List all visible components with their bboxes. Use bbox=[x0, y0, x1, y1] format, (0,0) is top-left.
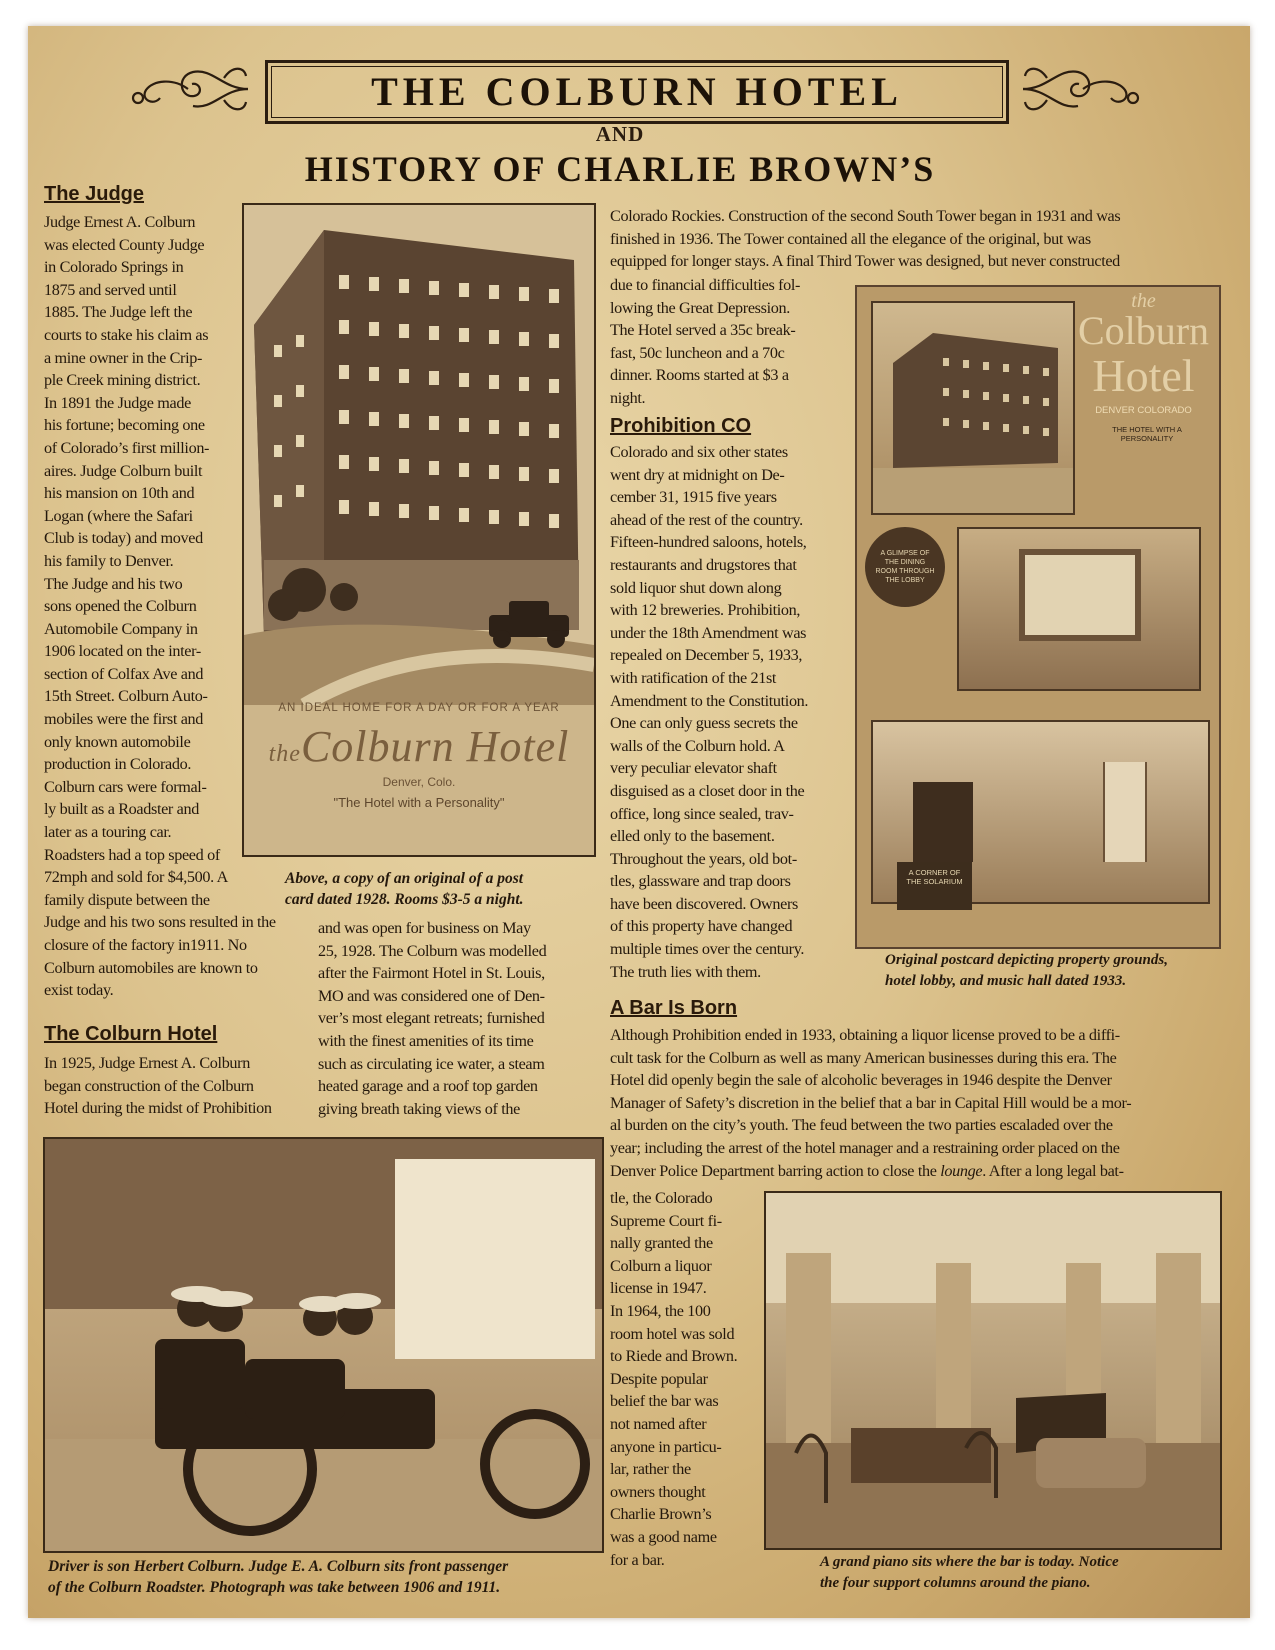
postcard-1928-photo bbox=[242, 203, 596, 857]
page-title: THE COLBURN HOTEL bbox=[371, 69, 903, 114]
right-scroll-ornament bbox=[1018, 58, 1143, 120]
piano-photo bbox=[764, 1191, 1222, 1550]
postcard-1928-tagline: "The Hotel with a Personality" bbox=[333, 795, 505, 810]
postcard-1933-name-2: Hotel bbox=[1092, 350, 1195, 401]
bar-heading: A Bar Is Born bbox=[610, 997, 738, 1019]
corner-text: A CORNER OF THE SOLARIUM bbox=[906, 868, 963, 886]
postcard-1933-exterior bbox=[871, 301, 1075, 515]
right-top-text: Colorado Rockies. Construction of the second South Tower began in 1931 and was finished in 1936. The Tower contained all the elegance of the original, but was equipped for longer stays. A final Third Tower was designed, but never constructed bbox=[610, 207, 1121, 271]
colburn-hotel-heading: The Colburn Hotel bbox=[44, 1023, 218, 1045]
title-box bbox=[265, 60, 1009, 124]
postcard-1933-lobby bbox=[957, 527, 1201, 691]
colburn-hotel-text: In 1925, Judge Ernest A. Colburn began construction of the Colburn Hotel during the midst of Prohibition bbox=[44, 1054, 272, 1118]
postcard-1933-the: the bbox=[1131, 290, 1156, 312]
bar-text-wide bbox=[610, 1024, 1215, 1182]
postcard-1933-title bbox=[1071, 291, 1216, 401]
postcard-1933-name-1: Colburn bbox=[1077, 308, 1210, 353]
corner-label-box bbox=[897, 862, 972, 910]
page-subtitle: HISTORY OF CHARLIE BROWN’S bbox=[304, 149, 936, 189]
postcard-1928-banner: AN IDEAL HOME FOR A DAY OR FOR A YEAR bbox=[278, 702, 560, 714]
postcard-1933-caption: Original postcard depicting property grounds, hotel lobby, and music hall dated 1933. bbox=[885, 952, 1168, 989]
postcard-1928-city: Denver, Colo. bbox=[382, 775, 456, 789]
postcard-1933-collage bbox=[855, 285, 1221, 949]
left-scroll-ornament bbox=[128, 58, 253, 120]
postcard-1928-name bbox=[244, 721, 594, 772]
postcard-1928-caption: Above, a copy of an original of a post card dated 1928. Rooms $3-5 a night. bbox=[285, 870, 524, 908]
right-narrow-text: due to financial difficulties fol- lowing the Great Depression. The Hotel served a 35c break- fast, 50c luncheon and a 70c dinner. Rooms started at $3 a night. bbox=[610, 276, 801, 407]
piano-room-illustration bbox=[766, 1193, 1220, 1548]
postcard-1933-city: DENVER COLORADO bbox=[1095, 405, 1192, 416]
bar-text-narrow: tle, the Colorado Supreme Court fi- nally granted the Colburn a liquor license in 1947. In 1964, the 100 room hotel was sold to Riede and Brown. Despite popular belief the bar was not named after anyone in particu- lar, rather the owners thought Charlie Brown’s was a good name for a bar. bbox=[610, 1189, 738, 1569]
bar-text-lounge: lounge bbox=[940, 1161, 983, 1180]
roadster-caption: Driver is son Herbert Colburn. Judge E. A. Colburn sits front passenger of the Colburn Roadster. Photograph was take between 1906 and 1911. bbox=[48, 1558, 509, 1596]
judge-text: Judge Ernest A. Colburn was elected County Judge in Colorado Springs in 1875 and served until 1885. The Judge left the courts to stake his claim as a mine owner in the Crip- ple Creek mining district. In 1891 the Judge made his fortune; becoming one of Colorado’s first million- aires. Judge Colburn built his mansion on 10th and Logan (where the Safari Club is today) and moved his family to Denver. The Judge and his two sons opened the Colburn Automobile Company in 1906 located on the inter- section of Colfax Ave and 15th Street. Colburn Auto- mobiles were the first and only known automobile production in Colorado. Colburn cars were formal- ly built as a Roadster and later as a touring car. Roadsters had a top speed of 72mph and sold for $4,500. A family dispute between the Judge and his two sons resulted in the closure of the factory in1911. No Colburn automobiles are known to exist today. bbox=[44, 213, 276, 1000]
postcard-1933-tagline: THE HOTEL WITH A PERSONALITY bbox=[1112, 425, 1182, 443]
prohibition-heading: Prohibition CO bbox=[610, 415, 752, 437]
glimpse-badge bbox=[865, 527, 945, 607]
roadster-photo bbox=[43, 1137, 604, 1553]
roadster-illustration bbox=[45, 1139, 602, 1551]
prohibition-text: Colorado and six other states went dry at midnight on De- cember 31, 1915 five years ahead of the rest of the country. Fifteen-hundred saloons, hotels, restaurants and drugstores that sold liquor shut down along with 12 breweries. Prohibition, under the 18th Amendment was repealed on December 5, 1933, with ratification of the 21st Amendment to the Constitution. One can only guess secrets the walls of the Colburn hold. A very peculiar elevator shaft disguised as a closet door in the office, long since sealed, trav- elled only to the basement. Throughout the years, old bot- tles, glassware and trap doors have been discovered. Owners of this property have changed multiple times over the century. The truth lies with them. bbox=[610, 443, 809, 981]
postcard-1928-the: the bbox=[268, 741, 301, 767]
postcard-1928-hotel-name: Colburn Hotel bbox=[300, 722, 570, 771]
middle-column-text: and was open for business on May 25, 1928. The Colburn was modelled after the Fairmont Hotel in St. Louis, MO and was considered one of Den- ver’s most elegant retreats; furnished with the finest amenities of its time such as circulating ice water, a steam heated garage and a roof top garden giving breath taking views of the bbox=[318, 919, 547, 1118]
bar-text-after: . After a long legal bat- bbox=[982, 1161, 1124, 1180]
title-and: AND bbox=[595, 122, 645, 146]
judge-heading: The Judge bbox=[44, 183, 145, 205]
bar-text-main: Although Prohibition ended in 1933, obtaining a liquor license proved to be a diffi- cult task for the Colburn as well as many American businesses during this era. The Hotel did openly begin the sale of alcoholic beverages in 1946 despite the Denver Manager of Safety’s discretion in the belief that a bar in Capital Hill would be a mor- al burden on the city’s youth. The feud between the two parties escaladed over the year; including the arrest of the hotel manager and a restraining order placed on the Denver Police Department barring action to close the bbox=[610, 1026, 1132, 1180]
glimpse-text: A GLIMPSE OF THE DINING ROOM THROUGH THE LOBBY bbox=[875, 550, 935, 584]
piano-caption: A grand piano sits where the bar is today. Notice the four support columns around the piano. bbox=[820, 1554, 1119, 1591]
